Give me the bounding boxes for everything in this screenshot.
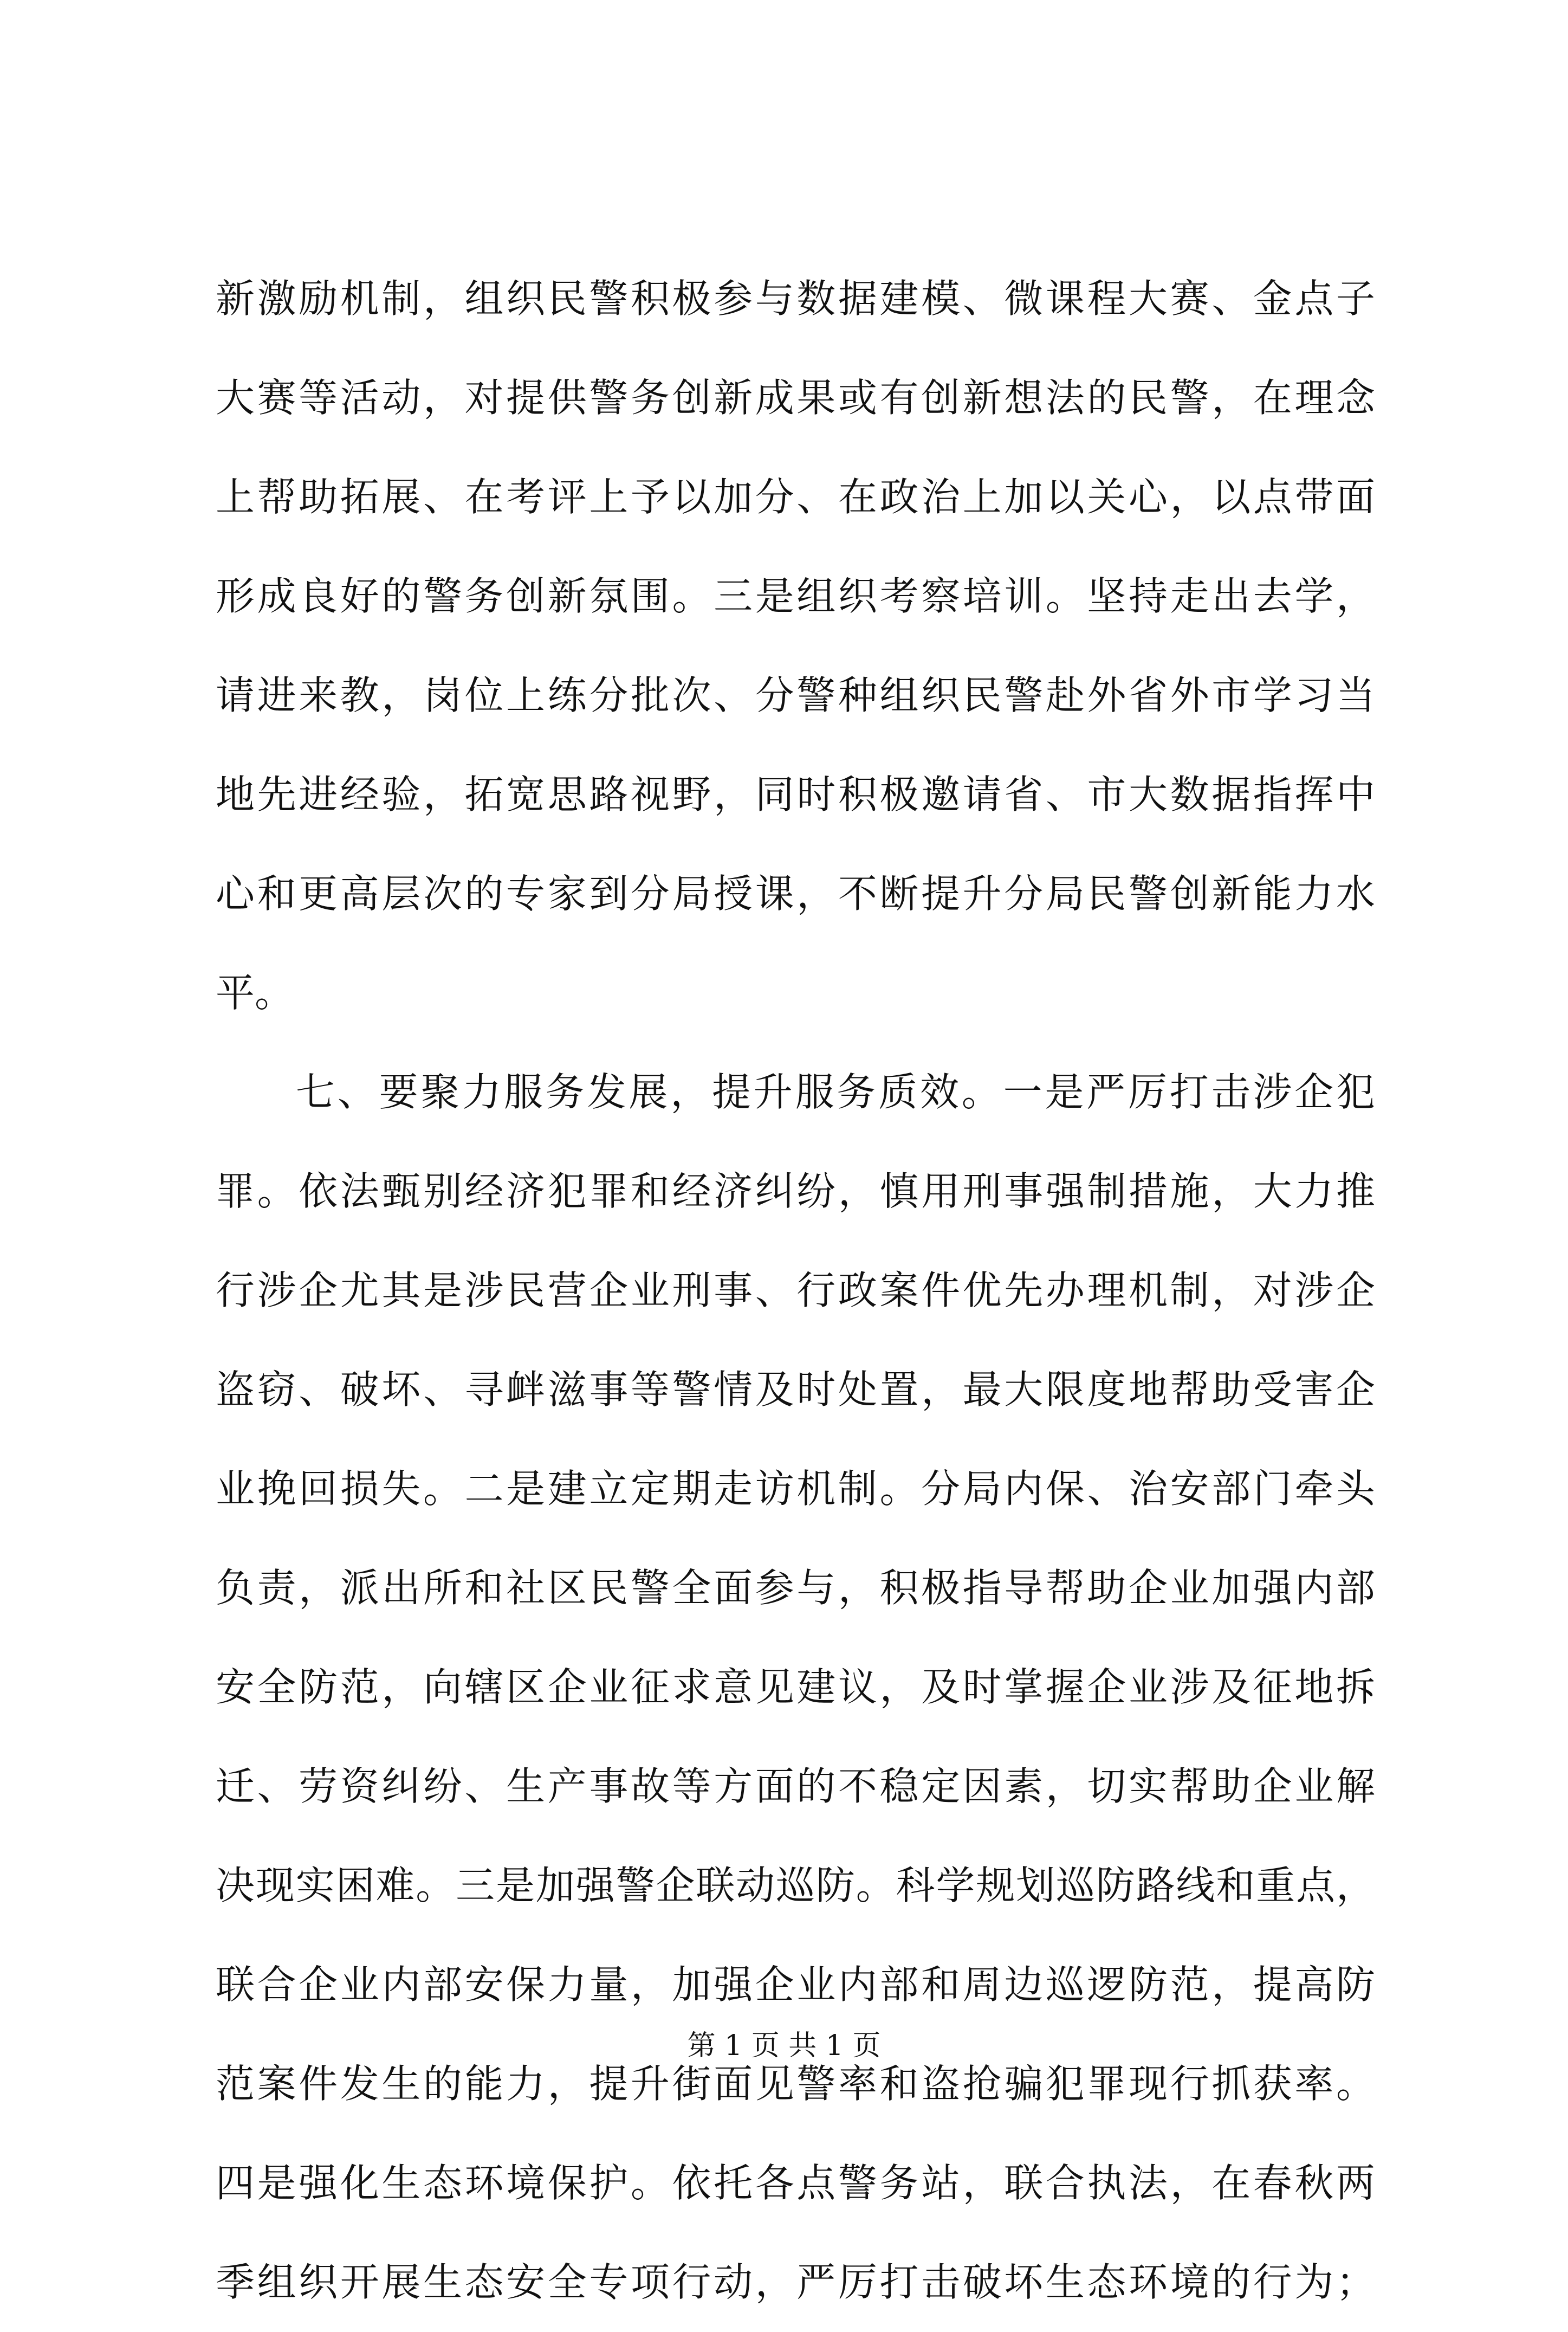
text-line: 心和更高层次的专家到分局授课，不断提升分局民警创新能力水 [216, 871, 1375, 916]
text-line: 平。 [216, 970, 294, 1016]
text-line: 安全防范，向辖区企业征求意见建议，及时掌握企业涉及征地拆 [216, 1664, 1375, 1710]
text-line: 四是强化生态环境保护。依托各点警务站，联合执法，在春秋两 [216, 2160, 1375, 2206]
text-line: 上帮助拓展、在考评上予以加分、在政治上加以关心，以点带面 [216, 474, 1375, 520]
text-line: 请进来教，岗位上练分批次、分警种组织民警赴外省外市学习当 [216, 673, 1375, 718]
body-text [216, 249, 1375, 2332]
page-footer [0, 2024, 1568, 2068]
text-line: 大赛等活动，对提供警务创新成果或有创新想法的民警，在理念 [216, 375, 1375, 421]
text-line: 行涉企尤其是涉民营企业刑事、行政案件优先办理机制，对涉企 [216, 1268, 1375, 1313]
page-number: 第 1 页 共 1 页 [687, 2030, 881, 2062]
text-line: 业挽回损失。二是建立定期走访机制。分局内保、治安部门牵头 [216, 1466, 1375, 1511]
text-line: 季组织开展生态安全专项行动，严厉打击破坏生态环境的行为； [216, 2259, 1375, 2305]
text-line: 范案件发生的能力，提升街面见警率和盗抢骗犯罪现行抓获率。 [216, 2061, 1375, 2107]
text-line: 迁、劳资纠纷、生产事故等方面的不稳定因素，切实帮助企业解 [216, 1763, 1375, 1809]
text-line: 地先进经验，拓宽思路视野，同时积极邀请省、市大数据指挥中 [216, 772, 1375, 817]
text-line: 联合企业内部安保力量，加强企业内部和周边巡逻防范，提高防 [216, 1962, 1375, 2007]
text-line: 罪。依法甄别经济犯罪和经济纠纷，慎用刑事强制措施，大力推 [216, 1168, 1375, 1214]
paragraph-first-line: 七、要聚力服务发展，提升服务质效。一是严厉打击涉企犯 [296, 1069, 1375, 1115]
text-line: 形成良好的警务创新氛围。三是组织考察培训。坚持走出去学， [216, 573, 1375, 619]
text-line: 负责，派出所和社区民警全面参与，积极指导帮助企业加强内部 [216, 1565, 1375, 1611]
text-line: 新激励机制，组织民警积极参与数据建模、微课程大赛、金点子 [216, 276, 1375, 321]
text-line: 决现实困难。三是加强警企联动巡防。科学规划巡防路线和重点， [216, 1863, 1375, 1908]
text-line: 盗窃、破坏、寻衅滋事等警情及时处置，最大限度地帮助受害企 [216, 1367, 1375, 1412]
